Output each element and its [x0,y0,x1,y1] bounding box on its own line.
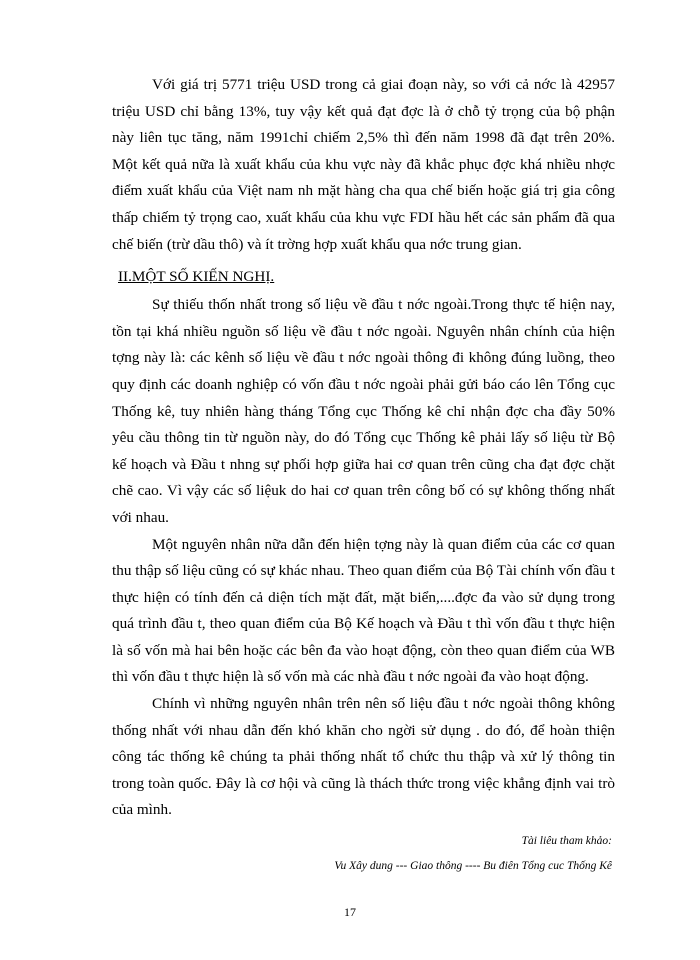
reference-source: Vu Xây dung --- Giao thông ---- Bu điên Tổng cuc Thống Kê [334,860,612,872]
page-number: 17 [344,905,356,919]
section-heading-text: II.MỘT SỐ KIẾN NGHỊ. [118,268,275,286]
paragraph-differing-views: Một nguyên nhân nữa dẫn đến hiện tợng này là quan điểm của các cơ quan thu thập số liệu cũng có sự khác nhau. Theo quan điểm của Bộ Tài chính vốn đầu t thực hiện có tính đến cả diện tích mặt đất, mặt biển,....đợc đa vào sử dụng trong quá trình đầu t, theo quan điểm của Bộ Kế hoạch và Đầu t thì vốn đầu t thực hiện là số vốn mà hai bên hoặc các bên đa vào hoạt động, còn theo quan điểm của WB thì vốn đầu t thực hiện là số vốn mà các nhà đầu t nớc ngoài đa vào hoạt động. [112,535,615,686]
reference-label: Tài liêu tham khảo: [521,835,612,847]
document-body [112,72,615,824]
paragraph-fdi-export: Với giá trị 5771 triệu USD trong cả giai đoạn này, so với cả nớc là 42957 triệu USD chỉ bằng 13%, tuy vậy kết quả đạt đợc là ở chỗ tỷ trọng của bộ phận này liên tục tăng, năm 1991chỉ chiếm 2,5% thì đến năm 1998 đã đạt trên 20%. Một kết quả nữa là xuất khẩu của khu vực này đã khắc phục đợc khá nhiều nhợc điểm xuất khẩu của Việt nam nh mặt hàng cha qua chế biến hoặc giá trị gia công thấp chiếm tỷ trọng cao, xuất khẩu của khu vực FDI hầu hết các sản phẩm đã qua chế biến (trừ dầu thô) và ít trờng hợp xuất khẩu qua nớc trung gian. [112,76,615,253]
paragraph-conclusion: Chính vì những nguyên nhân trên nên số liệu đầu t nớc ngoài thông không thống nhất với nhau dẫn đến khó khăn cho ngời sử dụng . do đó, để hoàn thiện công tác thống kê chúng ta phải thống nhất tổ chức thu thập và xử lý thông tin trong toàn quốc. Đây là cơ hội và cũng là thách thức trong việc khẳng định vai trò của mình. [112,695,615,819]
section-heading [112,264,615,290]
paragraph-data-shortage: Sự thiếu thốn nhất trong số liệu về đầu t nớc ngoài.Trong thực tế hiện nay, tồn tại khá nhiều nguồn số liệu về đầu t nớc ngoài. Nguyên nhân chính của hiện tợng này là: các kênh số liệu về đầu t nớc ngoài thông đi không đúng luồng, theo quy định các doanh nghiệp có vốn đầu t nớc ngoài phải gửi báo cáo lên Tổng cục Thống kê, tuy nhiên hàng tháng Tổng cục Thống kê chỉ nhận đợc cha đầy 50% yêu cầu thông tin từ nguồn này, do đó Tổng cục Thống kê phải lấy số liệu từ Bộ kế hoạch và Đầu t nhng sự phối hợp giữa hai cơ quan trên cũng cha đạt đợc chặt chẽ cao. Vì vậy các số liệuk do hai cơ quan trên công bố có sự không thống nhất với nhau. [112,296,615,526]
reference-block [152,829,612,879]
